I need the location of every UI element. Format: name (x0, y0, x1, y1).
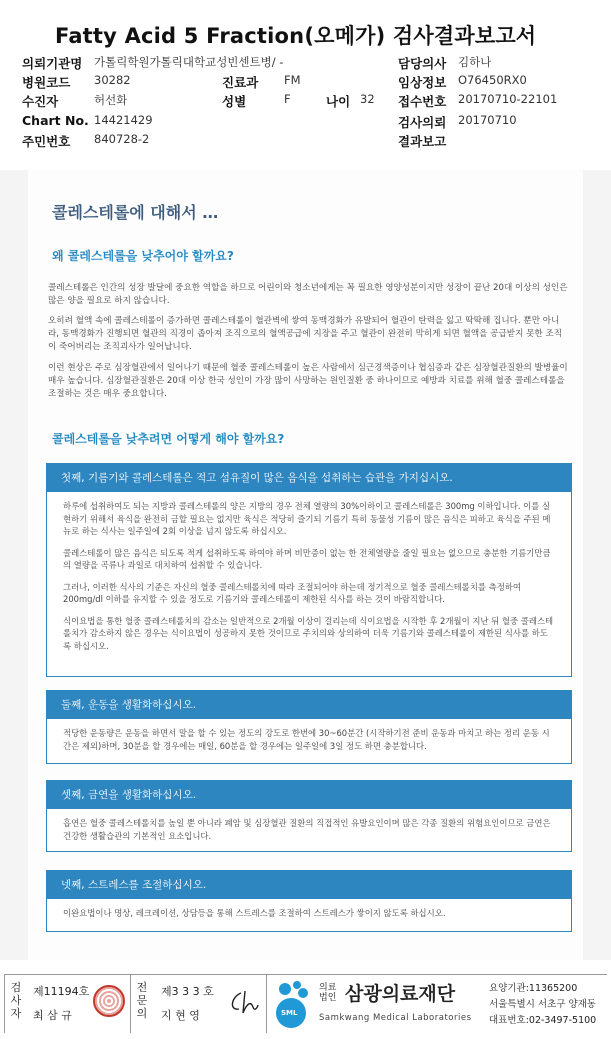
receipt-no-label: 접수번호 (398, 94, 447, 109)
tip-box-diet-title: 첫째, 기름기와 콜레스테롤은 적고 섬유질이 많은 음식을 섭취하는 습관을 가지십시오. (47, 464, 571, 492)
lab-address: 서울특별시 서초구 양재동 (489, 999, 596, 1010)
tip-box-exercise (46, 690, 572, 764)
request-date-value: 20170710 (458, 113, 517, 127)
report-footer (4, 974, 607, 1033)
receipt-no-value: 20170710-22101 (458, 92, 558, 106)
section-1-paragraph-2: 오히려 혈액 속에 콜레스테롤이 증가하면 콜레스테롤이 혈관벽에 쌓여 동맥경화가 유발되어 혈관이 탄력을 잃고 딱딱해 집니다. 뿐만 아니라, 동맥경화가 진행되면 혈관의 직경이 좁아져 조직으로의 혈액공급에 지장을 주고 혈관이 완전히 막히게 되면 혈액을 공급받지 못한 조직이 죽어버리는 조직괴사가 일어납니다. (48, 316, 563, 352)
resident-no-value: 840728-2 (94, 132, 150, 146)
patient-value: 허선화 (94, 93, 128, 107)
tip-box-exercise-title: 둘째, 운동을 생활화하십시오. (47, 691, 571, 719)
specialist-license: 제3 3 3 호 (161, 985, 214, 998)
lab-phone: 대표번호:02-3497-5100 (489, 1015, 597, 1026)
org-name: 삼광의료재단 (345, 983, 456, 1005)
tip-box-stress-title: 넷째, 스트레스를 조절하십시오. (47, 871, 571, 899)
clinical-info-value: O76450RX0 (458, 73, 527, 87)
specialist-label: 전문의 (136, 981, 148, 1020)
department-value: FM (284, 73, 301, 87)
document-heading: 콜레스테롤에 대해서 … (52, 203, 219, 222)
tip-box-diet-paragraph-1: 하루에 섭취하여도 되는 지방과 콜레스테롤의 양은 지방의 경우 전체 열량의 30%이하이고 콜레스테롤은 300mg 이하입니다. 이를 실현하기 위해서 육식을 완전히 금할 필요는 없지만 육식은 적당히 즐기되 기름기 특히 동물성 기름이 많은 음식은 피하고 육식을 주된 메뉴로 하는 식사는 일주일에 2회 이상을 넘지 않도록 하십시오. (63, 501, 551, 536)
hospital-code-value: 30282 (94, 73, 131, 87)
resident-no-label: 주민번호 (22, 134, 71, 149)
sml-logo-text: SML (281, 1009, 298, 1017)
examiner-name: 최 삼 규 (33, 1009, 72, 1022)
section-2-title: 콜레스테롤을 낮추려면 어떻게 해야 할까요? (52, 432, 285, 446)
header-row-4 (22, 113, 597, 131)
institution-label: 의뢰기관명 (22, 56, 83, 71)
tip-box-diet (46, 463, 572, 677)
header-row-1 (22, 54, 597, 72)
section-1-paragraph-3: 이런 현상은 주로 심장혈관에서 일어나기 때문에 혈중 콜레스테롤이 높은 사람에서 심근경색증이나 협심증과 같은 심장혈관질환의 발병율이 매우 높습니다. 심장혈관질환은 20대 이상 한국 성인이 가장 많이 사망하는 원인질환 중 하나이므로 예방과 치료를 위해 혈중 콜레스테롤을 조절하는 것은 매우 중요합니다. (48, 363, 568, 399)
department-label: 진료과 (222, 75, 259, 90)
org-english-name: Samkwang Medical Laboratories (319, 1013, 472, 1023)
tip-box-diet-paragraph-3: 그러나, 이러한 식사의 기준은 자신의 혈중 콜레스테롤치에 따라 조절되어야 하는데 정기적으로 혈중 콜레스테롤치를 측정하여 200mg/dl 이하를 유지할 수 있을 정도로 기름기와 콜레스테롤이 제한된 식사를 하는 것이 바람직합니다. (63, 581, 521, 604)
patient-label: 수진자 (22, 94, 59, 109)
examiner-cell (4, 975, 125, 1033)
clinical-info-label: 임상정보 (398, 75, 447, 90)
signature-icon (227, 989, 259, 1017)
age-value: 32 (360, 92, 375, 106)
tip-box-exercise-paragraph-1: 적당한 운동량은 운동을 하면서 말을 할 수 있는 정도의 강도로 한번에 30~60분간 (시작하기전 준비 운동과 마치고 하는 정리 운동 시간은 제외)하며, 30분을 할 경우에는 매일, 60분을 할 경우에는 일주일에 3일 정도 하면 충분합니다. (63, 728, 550, 751)
header-row-5 (22, 132, 597, 150)
care-institution-code: 요양기관:11365200 (489, 983, 578, 994)
tip-box-stress (46, 870, 572, 932)
tip-box-smoking-title: 셋째, 금연을 생활화하십시오. (47, 781, 571, 809)
result-report-label: 결과보고 (398, 134, 447, 149)
sex-label: 성별 (222, 94, 247, 109)
section-1-paragraph-1: 콜레스테롤은 인간의 성장 발달에 중요한 역할을 하므로 어린이와 청소년에게는 꼭 필요한 영양성분이지만 성장이 끝난 20대 이상의 성인은 많은 양을 필요로 하지 않습니다. (48, 283, 568, 306)
tip-box-smoking (46, 780, 572, 852)
header-row-2 (22, 73, 597, 91)
specialist-name: 지 현 영 (161, 1009, 200, 1022)
request-date-label: 검사의뢰 (398, 115, 447, 130)
chart-no-value: 14421429 (94, 113, 153, 127)
tip-box-smoking-paragraph-1: 흡연은 혈중 콜레스테롤치를 높일 뿐 아니라 폐암 및 심장혈관 질환의 직접적인 유발요인이며 많은 각종 질환의 위험요인이므로 금연은 건강한 생활습관의 기본적인 요소입니다. (63, 818, 551, 841)
institution-value: 가톨릭학원가톨릭대학교성빈센트병/ - (94, 55, 284, 69)
hospital-code-label: 병원코드 (22, 75, 71, 90)
tip-box-stress-paragraph-1: 이완요법이나 명상, 레크레이션, 상담등을 통해 스트레스를 조절하여 스트레스가 쌓이지 않도록 하십시오. (63, 908, 446, 918)
tip-box-diet-paragraph-2: 콜레스테롤이 많은 음식은 되도록 적게 섭취하도록 하여야 하며 비만증이 없는 한 전체열량을 줄일 필요는 없으므로 충분한 기름기만큼의 열량을 곡류나 과일로 대치하여 섭취할 수 있습니다. (63, 547, 551, 570)
header-row-3 (22, 92, 597, 110)
chart-no-label: Chart No. (22, 113, 89, 128)
sml-logo-icon (273, 979, 313, 1029)
examiner-seal-icon (93, 985, 125, 1017)
section-1-title: 왜 콜레스테롤을 낮추어야 할까요? (52, 249, 234, 263)
examiner-label: 검사자 (10, 981, 22, 1020)
doctor-value: 김하나 (458, 55, 492, 69)
doctor-label: 담당의사 (398, 56, 447, 71)
specialist-cell (130, 975, 263, 1033)
age-label: 나이 (326, 94, 351, 109)
tip-box-diet-paragraph-4: 식이요법을 통한 혈중 콜레스테롤치의 감소는 일반적으로 2개월 이상이 걸리는데 식이요법을 시작한 후 2개월이 지난 뒤 혈중 콜레스테롤치가 감소하지 않은 경우는 식이요법이 성공하지 못한 것이므로 주치의와 상의하여 더욱 기름기와 콜레스테롤이 제한된 식사를 하도록 하십시오. (63, 615, 554, 651)
org-type: 의료법인 (319, 983, 337, 1003)
sex-value: F (284, 92, 291, 106)
examiner-license: 제11194호 (33, 985, 90, 998)
report-title: Fatty Acid 5 Fraction(오메가) 검사결과보고서 (55, 24, 537, 48)
lab-cell (266, 975, 608, 1033)
